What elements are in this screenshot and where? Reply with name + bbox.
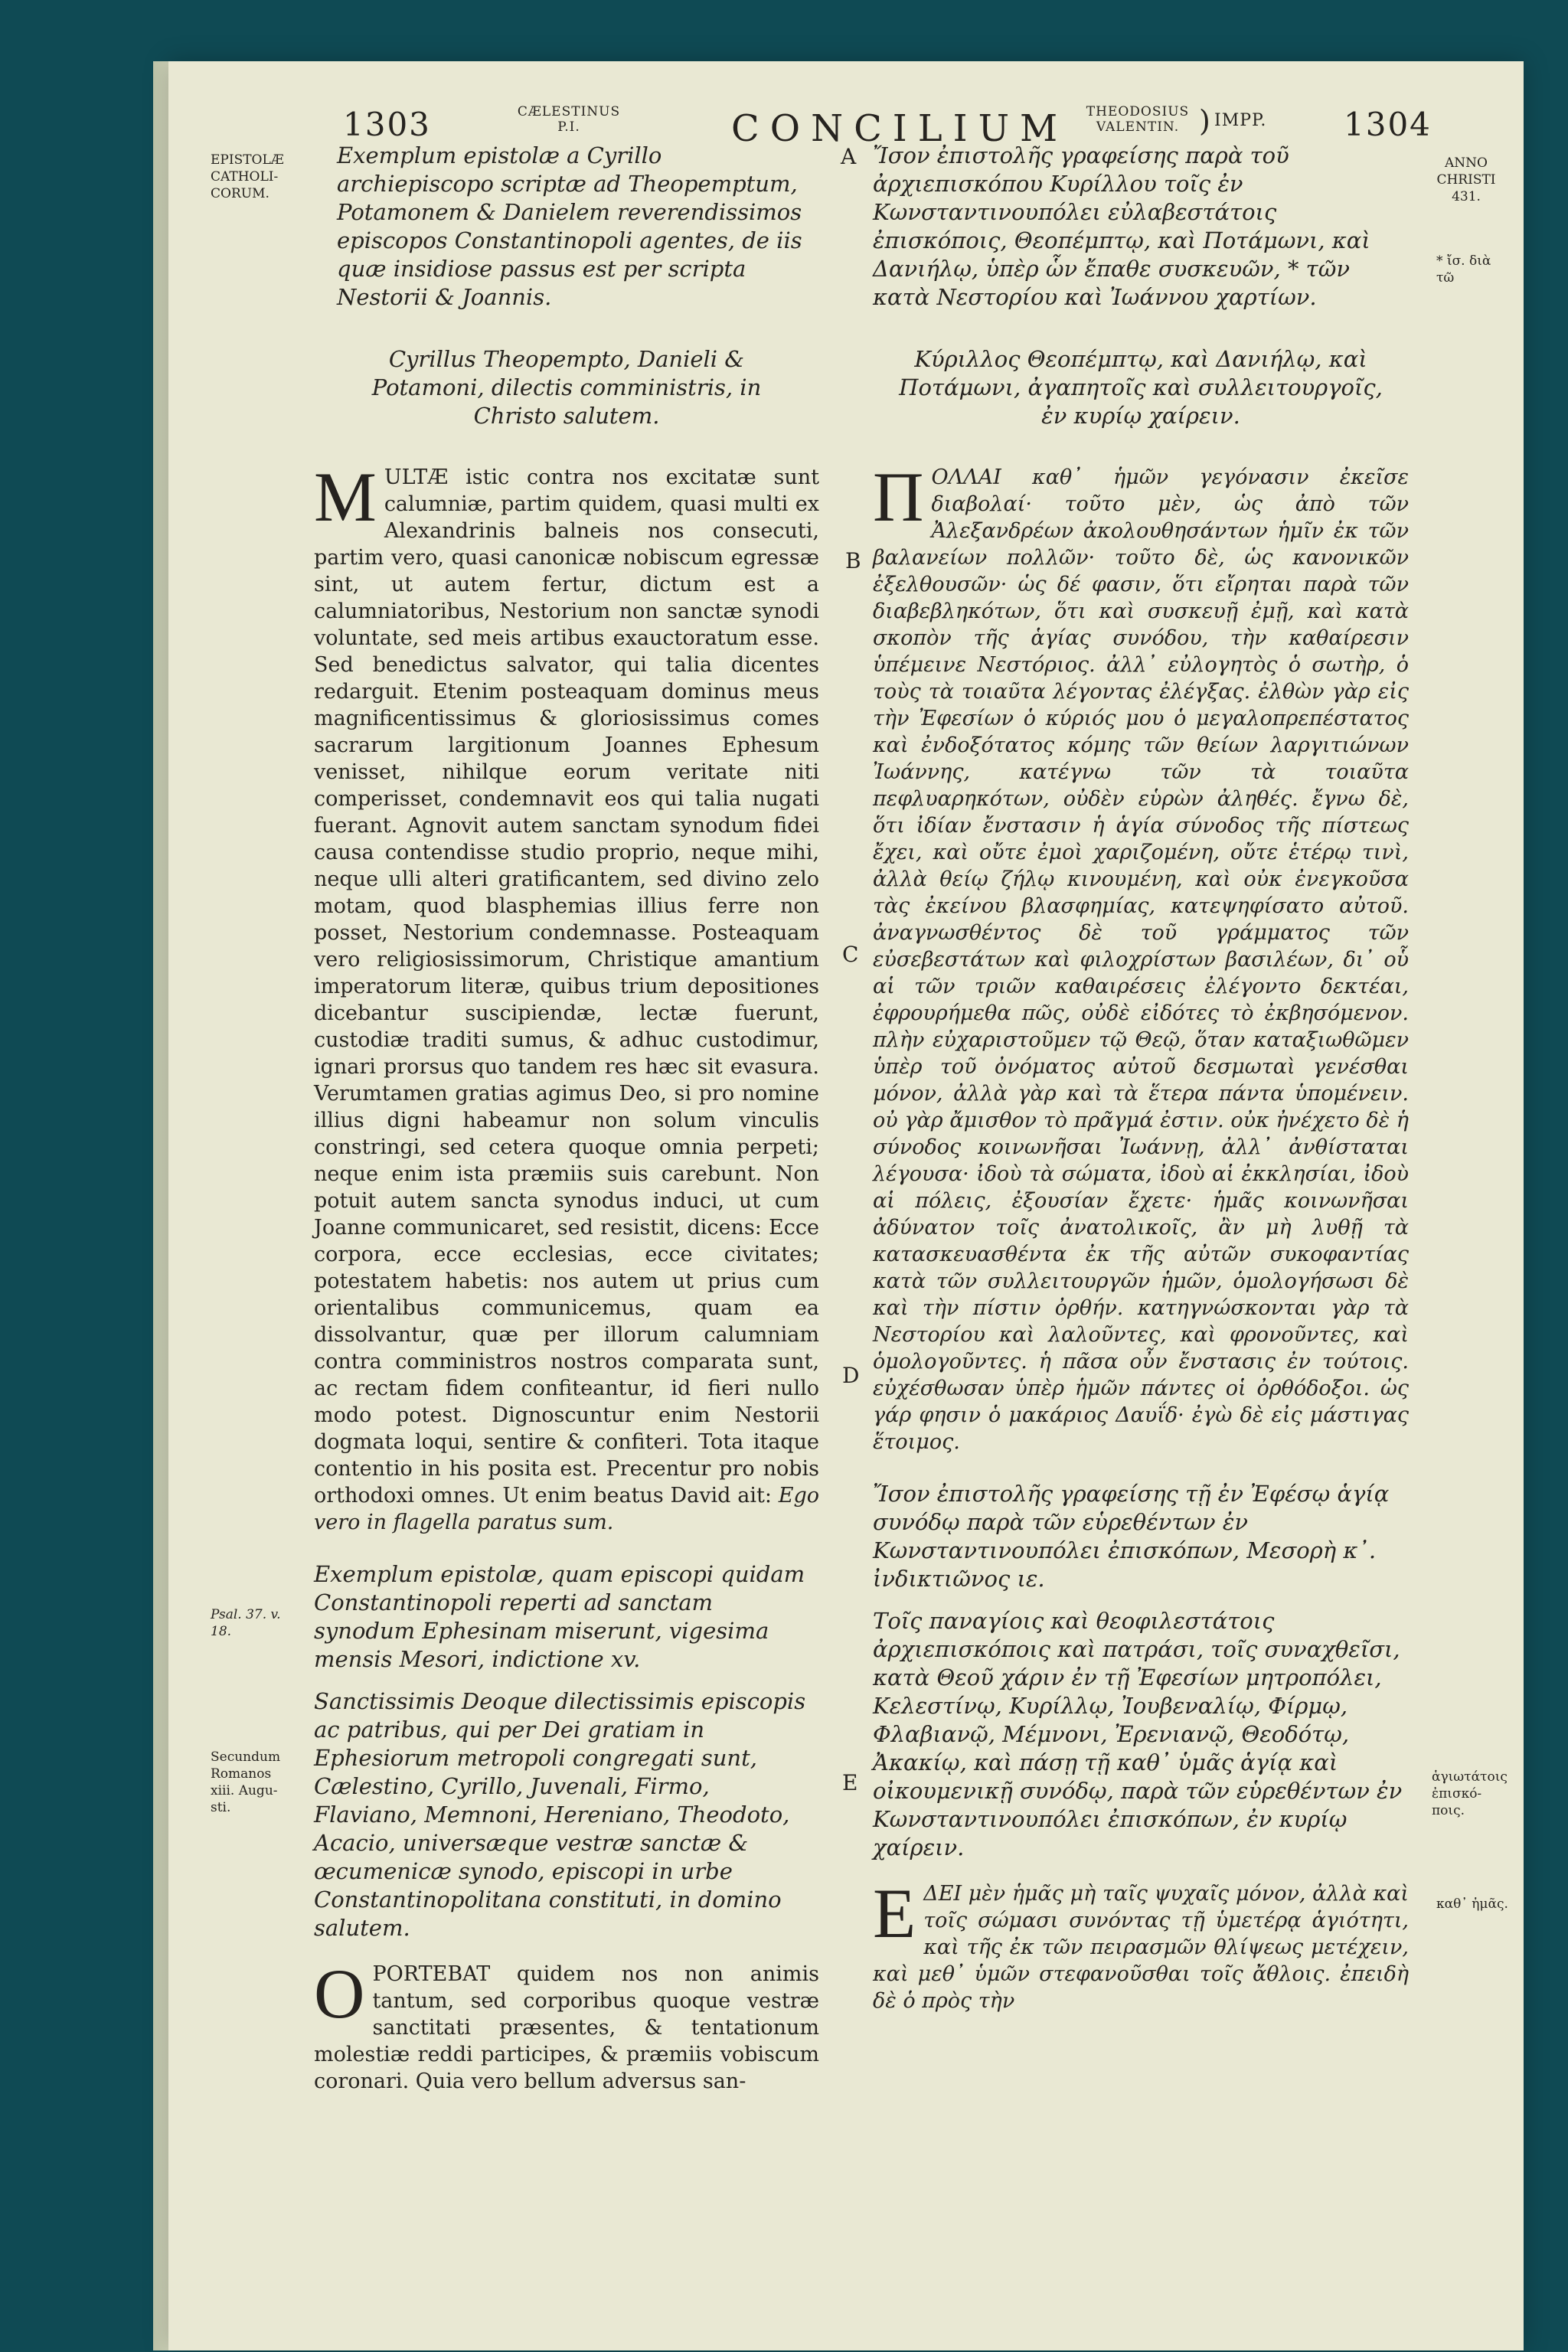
- greek-dropcap-1: Π: [873, 458, 924, 536]
- header-emperors: [1084, 104, 1191, 135]
- greek-title-2: Ἴσον ἐπιστολῆς γραφείσης τῇ ἐν Ἐφέσῳ ἁγίᾳ συνόδῳ παρὰ τῶν εὑρεθέντων ἐν Κωνσταντινουπόλει ἐπισκόπων, Μεσορὴ κ᾽. ἰνδικτιῶνος ιε.: [873, 1481, 1390, 1592]
- greek-salutation-1: Κύριλλος Θεοπέμπτῳ, καὶ Δανιήλῳ, καὶ Ποτάμωνι, ἀγαπητοῖς καὶ συλλειτουργοῖς, ἐν κυρίῳ χαίρειν.: [899, 346, 1383, 429]
- section-marker-d: D: [842, 1363, 860, 1388]
- page-title: CONCILIUM: [731, 107, 1069, 150]
- latin-salutation-1: Cyrillus Theopempto, Danieli & Potamoni, dilectis comministris, in Christo salutem.: [371, 346, 762, 429]
- header-emperor-1: THEODOSIUS: [1086, 104, 1190, 119]
- section-marker-b: B: [845, 548, 861, 573]
- section-marker-e: E: [842, 1770, 858, 1795]
- greek-body-2-text: ΔΕΙ μὲν ἡμᾶς μὴ ταῖς ψυχαῖς μόνον, ἀλλὰ καὶ τοῖς σώμασι συνόντας τῇ ὑμετέρᾳ ἁγιότητι, καὶ τῆς ἐκ τῶν πειρασμῶν θλίψεως μετέχειν, καὶ μεθ᾽ ὑμῶν στεφανοῦσθαι τοῖς ἄθλοις. ἐπειδὴ δὲ ὁ πρὸς τὴν: [873, 1882, 1409, 2013]
- latin-title-1: Exemplum epistolæ a Cyrillo archiepiscopo scriptæ ad Theopemptum, Potamonem & Danielem reverendissimos episcopos Constantinopoli agentes, de iis quæ insidiose passus est per scripta Nestorii & Joannis.: [337, 142, 802, 310]
- header-pope-name: CÆLESTINUS: [517, 104, 621, 119]
- latin-body-1-text: ULTÆ istic contra nos excitatæ sunt calumniæ, partim quidem, quasi multi ex Alexandrinis balneis nos consecuti, partim vero, quasi canonicæ nobiscum egressæ sint, ut autem fertur, dictum est a calumniatoribus, Nestorium non sanctæ synodi voluntate, sed meis artibus exauctoratum esse. Sed benedictus salvator, qui talia dicentes redarguit. Etenim posteaquam dominus meus magnificentissimus & gloriosissimus comes sacrarum largitionum Joannes Ephesum venisset, nihilque eorum veritate niti comperisset, condemnavit eos qui talia nugati fuerant. Agnovit autem sanctam synodum fidei causa contendisse studio proprio, neque mihi, neque ulli alteri gratificantem, sed divino zelo motam, quod blasphemias illius ferre non posset, Nestorium condemnasse. Posteaquam vero religiosissimorum, Christique amantium imperatorum literæ, quibus trium depositiones dicebantur suscipiendæ, lectæ fuerunt, custodiæ traditi sumus, & adhuc custodimur, ignari prorsus quo tandem res hæc sit evasura. Verumtamen gratias agimus Deo, si pro nomine illius digni habeamur non solum vinculis constringi, sed cetera quoque omnia perpeti; neque enim ista præmiis suis carebunt. Non potuit autem sancta synodus induci, ut cum Joanne communicaret, sed resistit, dicens: Ecce corpora, ecce ecclesias, ecce civitates; potestatem habetis: nos autem ut prius cum orientalibus communicemus, quam ea dissolvantur, quæ per illorum calumniam contra comministros nostros comparata sunt, ac rectam fidem confiteantur, id fieri nullo modo potest. Dignoscuntur enim Nestorii dogmata loqui, sentire & confiteri. Tota itaque contentio in his posita est. Precentur pro nobis orthodoxi omnes. Ut enim beatus David ait:: [314, 466, 819, 1508]
- section-marker-c: C: [842, 942, 859, 967]
- greek-dropcap-2: Ε: [873, 1874, 916, 1952]
- greek-column: [873, 142, 1409, 2014]
- header-pope-title: P.I.: [557, 119, 580, 135]
- page-number-right: 1304: [1344, 106, 1432, 143]
- margin-note-epistolae: EPISTOLÆ CATHOLI- CORUM.: [211, 152, 284, 201]
- latin-dropcap-2: O: [314, 1955, 365, 2033]
- margin-note-psalm: Psal. 37. v. 18.: [211, 1607, 281, 1639]
- book-page: [168, 61, 1524, 2350]
- header-pope: [511, 104, 626, 135]
- latin-dropcap-1: M: [314, 458, 377, 536]
- latin-body-2-text: PORTEBAT quidem nos non animis tantum, sed corporibus quoque vestræ sanctitati præsentes, & tentationum molestiæ reddi participes, & præmiis vobiscum coronari. Quia vero bellum adversus san-: [314, 1962, 819, 2093]
- margin-note-secundum: Secundum Romanos xiii. Augu- sti.: [211, 1749, 281, 1815]
- header-emperor-2: VALENTIN.: [1096, 119, 1180, 135]
- section-marker-a: A: [841, 144, 857, 169]
- latin-body-2: [314, 1955, 819, 2095]
- greek-salutation-2: Τοῖς παναγίοις καὶ θεοφιλεστάτοις ἀρχιεπισκόποις καὶ πατράσι, τοῖς συναχθεῖσι, κατὰ Θεοῦ χάριν ἐν τῇ Ἐφεσίων μητροπόλει, Κελεστίνῳ, Κυρίλλῳ, Ἰουβεναλίῳ, Φίρμῳ, Φλαβιανῷ, Μέμνονι, Ἐρενιανῷ, Θεοδότῳ, Ἀκακίῳ, καὶ πάσῃ τῇ καθ᾽ ὑμᾶς ἁγίᾳ καὶ οἰκουμενικῇ συνόδῳ, παρὰ τῶν εὑρεθέντων ἐν Κωνσταντινουπόλει ἐπισκόπων, ἐν κυρίῳ χαίρειν.: [873, 1608, 1403, 1860]
- latin-body-1: [314, 458, 819, 1536]
- greek-title-1: Ἴσον ἐπιστολῆς γραφείσης παρὰ τοῦ ἀρχιεπισκόπου Κυρίλλου τοῖς ἐν Κωνσταντινουπόλει εὐλαβεστάτοις ἐπισκόποις, Θεοπέμπτῳ, καὶ Ποτάμωνι, καὶ Δανιήλῳ, ὑπὲρ ὧν ἔπαθε συσκευῶν, * τῶν κατὰ Νεστορίου καὶ Ἰωάννου χαρτίων.: [873, 142, 1370, 310]
- latin-body-1-quote: Ego vero in flagella paratus sum.: [314, 1484, 819, 1534]
- latin-title-2: Exemplum epistolæ, quam episcopi quidam Constantinopoli reperti ad sanctam synodum Ephesinam miserunt, vigesima mensis Mesori, indictione xv.: [314, 1561, 805, 1672]
- margin-note-greek-1: ἁγιωτάτοις ἐπισκό- ποις.: [1432, 1769, 1508, 1818]
- background-edge: [0, 0, 153, 2352]
- latin-column: [314, 142, 819, 2095]
- margin-note-variant: * ἴσ. διὰ τῶ: [1436, 253, 1491, 286]
- greek-body-2: [873, 1874, 1409, 2014]
- page-number-left: 1303: [343, 106, 431, 143]
- greek-body-1: [873, 458, 1409, 1455]
- header-impp: IMPP.: [1214, 111, 1267, 130]
- margin-note-greek-2: καθ᾽ ἡμᾶς.: [1436, 1896, 1508, 1912]
- greek-body-1-text: ΟΛΛΑΙ καθ᾽ ἡμῶν γεγόνασιν ἐκεῖσε διαβολαί· τοῦτο μὲν, ὡς ἀπὸ τῶν Ἀλεξανδρέων ἀκολουθησάντων ἡμῖν ἐκ τῶν βαλανείων πολλῶν· τοῦτο δὲ, ὡς κανονικῶν ἐξελθουσῶν· ὡς δέ φασιν, ὅτι εἴρηται παρὰ τῶν διαβεβληκότων, ὅτι καὶ συσκευῇ ἐμῇ, καὶ κατὰ σκοπὸν τῆς ἁγίας συνόδου, τὴν καθαίρεσιν ὑπέμεινε Νεστόριος. ἀλλ᾽ εὐλογητὸς ὁ σωτὴρ, ὁ τοὺς τὰ τοιαῦτα λέγοντας ἐλέγξας. ἐλθὼν γὰρ εἰς τὴν Ἐφεσίων ὁ κύριός μου ὁ μεγαλοπρεπέστατος καὶ ἐνδοξότατος κόμης τῶν θείων λαργιτιώνων Ἰωάννης, κατέγνω τῶν τὰ τοιαῦτα πεφλυαρηκότων, οὐδὲν εὑρὼν ἀληθές. ἔγνω δὲ, ὅτι ἰδίαν ἔνστασιν ἡ ἁγία σύνοδος τῆς πίστεως ἔχει, καὶ οὔτε ἐμοὶ χαριζομένη, οὔτε ἑτέρῳ τινὶ, ἀλλὰ θείῳ ζήλῳ κινουμένη, καὶ οὐκ ἐνεγκοῦσα τὰς ἐκείνου βλασφημίας, κατεψηφίσατο αὐτοῦ. ἀναγνωσθέντος δὲ τοῦ γράμματος τῶν εὐσεβεστάτων καὶ φιλοχρίστων βασιλέων, δι᾽ οὗ αἱ τῶν τριῶν καθαιρέσεις ἐλέγοντο δεκτέαι, ἐφρουρήμεθα πῶς, οὐδὲ εἰδότες τὸ ἐκβησόμενον. πλὴν εὐχαριστοῦμεν τῷ Θεῷ, ὅταν καταξιωθῶμεν ὑπὲρ τοῦ ὀνόματος αὐτοῦ δεσμωταὶ γενέσθαι μόνον, ἀλλὰ γὰρ καὶ τὰ ἕτερα πάντα ὑπομένειν. οὐ γὰρ ἄμισθον τὸ πρᾶγμά ἐστιν. οὐκ ἠνέχετο δὲ ἡ σύνοδος κοινωνῆσαι Ἰωάννῃ, ἀλλ᾽ ἀνθίσταται λέγουσα· ἰδοὺ τὰ σώματα, ἰδοὺ αἱ ἐκκλησίαι, ἰδοὺ αἱ πόλεις, ἐξουσίαν ἔχετε· ἡμᾶς κοινωνῆσαι ἀδύνατον τοῖς ἀνατολικοῖς, ἂν μὴ λυθῇ τὰ κατασκευασθέντα ἐκ τῆς αὐτῶν συκοφαντίας κατὰ τῶν συλλειτουργῶν ἡμῶν, ὁμολογήσωσι δὲ καὶ τὴν πίστιν ὀρθήν. κατηγνώσκονται γὰρ τὰ Νεστορίου καὶ λαλοῦντες, καὶ φρονοῦντες, καὶ ὁμολογοῦντες. ἡ πᾶσα οὖν ἔνστασις ἐν τούτοις. εὐχέσθωσαν ὑπὲρ ἡμῶν πάντες οἱ ὀρθόδοξοι. ὡς γάρ φησιν ὁ μακάριος Δαυΐδ· ἐγὼ δὲ εἰς μάστιγας ἕτοιμος.: [873, 466, 1409, 1454]
- latin-salutation-2: Sanctissimis Deoque dilectissimis episcopis ac patribus, qui per Dei gratiam in Ephesiorum metropoli congregati sunt, Cælestino, Cyrillo, Juvenali, Firmo, Flaviano, Memnoni, Hereniano, Theodoto, Acacio, universæque vestræ sanctæ & œcumenicæ synodo, episcopi in urbe Constantinopolitana constituti, in domino salutem.: [314, 1688, 806, 1941]
- margin-note-anno: ANNO CHRISTI 431.: [1436, 155, 1496, 204]
- header-brace: ): [1199, 104, 1210, 138]
